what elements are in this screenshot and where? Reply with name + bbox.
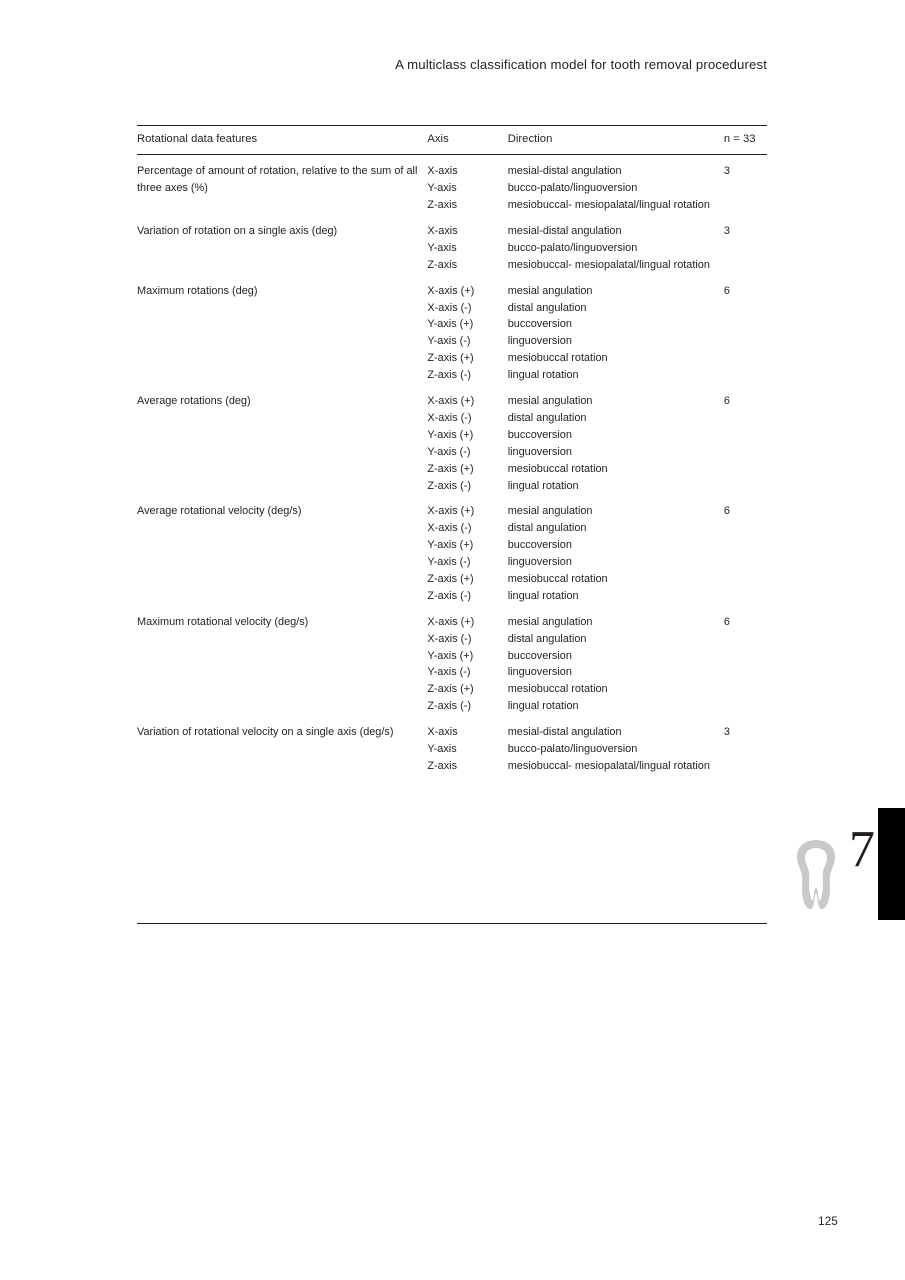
- cell-direction: [508, 494, 724, 604]
- cell-n: 3: [723, 225, 730, 238]
- direction-line: distal angulation: [507, 301, 587, 314]
- tooth-glyph-icon: [783, 838, 849, 912]
- axis-line: Y-axis (+): [427, 318, 474, 331]
- direction-line: bucco-palato/linguoversion: [507, 182, 638, 195]
- axis-line: Z-axis (-): [427, 479, 471, 492]
- direction-line: linguoversion: [507, 445, 572, 458]
- axis-line: Y-axis (-): [427, 556, 471, 569]
- direction-line: mesiobuccal- mesiopalatal/lingual rotation: [507, 258, 710, 271]
- axis-line: Y-axis: [427, 241, 457, 254]
- table-header: [137, 126, 767, 155]
- cell-feature: Maximum rotations (deg): [137, 284, 258, 297]
- direction-line: buccoversion: [507, 428, 572, 441]
- axis-line: Z-axis (+): [427, 572, 474, 585]
- axis-line: X-axis (+): [427, 395, 475, 408]
- axis-line: X-axis: [427, 225, 458, 238]
- direction-line: linguoversion: [507, 335, 572, 348]
- chapter-thumb-tab: [878, 808, 905, 920]
- cell-feature: Average rotational velocity (deg/s): [137, 505, 302, 518]
- axis-line: Z-axis (-): [427, 589, 471, 602]
- axis-line: Y-axis (+): [427, 428, 474, 441]
- cell-n: 6: [723, 505, 730, 518]
- axis-line: Y-axis: [427, 742, 457, 755]
- axis-line: X-axis: [427, 726, 458, 739]
- cell-direction: [508, 384, 724, 494]
- table-row: [137, 605, 767, 715]
- column-header-direction: Direction: [508, 126, 724, 155]
- cell-axis: [427, 384, 507, 494]
- axis-line: Z-axis: [427, 199, 458, 212]
- cell-axis: [427, 494, 507, 604]
- cell-direction: [508, 605, 724, 715]
- axis-line: X-axis (-): [427, 632, 472, 645]
- column-header-n: n = 33: [724, 126, 767, 155]
- cell-n: 3: [723, 726, 730, 739]
- table-row: [137, 274, 767, 384]
- direction-line: mesial angulation: [507, 505, 593, 518]
- axis-line: Y-axis (-): [427, 666, 471, 679]
- cell-feature: Variation of rotational velocity on a single axis (deg/s): [137, 726, 394, 739]
- table-row: [137, 214, 767, 274]
- direction-line: mesiobuccal rotation: [507, 462, 608, 475]
- axis-line: Z-axis (-): [427, 369, 471, 382]
- cell-feature: Average rotations (deg): [137, 395, 251, 408]
- column-header-axis: Axis: [427, 126, 507, 155]
- direction-line: mesiobuccal rotation: [507, 572, 608, 585]
- axis-line: X-axis (+): [427, 615, 475, 628]
- cell-n: 3: [723, 165, 730, 178]
- cell-feature: Maximum rotational velocity (deg/s): [137, 615, 309, 628]
- axis-line: Y-axis (-): [427, 445, 471, 458]
- axis-line: Y-axis (+): [427, 649, 474, 662]
- axis-line: Y-axis (-): [427, 335, 471, 348]
- cell-n: 6: [723, 284, 730, 297]
- direction-line: distal angulation: [507, 411, 587, 424]
- direction-line: distal angulation: [507, 522, 587, 535]
- column-header-feature: Rotational data features: [137, 126, 427, 155]
- cell-feature: Percentage of amount of rotation, relative to the sum of all three axes (%): [137, 165, 418, 195]
- table-bottom-rule: [137, 923, 767, 924]
- direction-line: lingual rotation: [507, 479, 579, 492]
- table-row: [137, 494, 767, 604]
- axis-line: X-axis (+): [427, 505, 475, 518]
- direction-line: buccoversion: [507, 539, 572, 552]
- cell-axis: [427, 715, 507, 775]
- cell-n: 6: [723, 615, 730, 628]
- axis-line: Z-axis (+): [427, 462, 474, 475]
- direction-line: mesiobuccal rotation: [507, 352, 608, 365]
- table-row: [137, 155, 767, 214]
- cell-axis: [427, 605, 507, 715]
- direction-line: bucco-palato/linguoversion: [507, 241, 638, 254]
- direction-line: mesiobuccal- mesiopalatal/lingual rotation: [507, 759, 710, 772]
- axis-line: Z-axis (+): [427, 683, 474, 696]
- direction-line: linguoversion: [507, 666, 572, 679]
- running-head: A multiclass classification model for tooth removal procedurest: [395, 57, 767, 72]
- direction-line: buccoversion: [507, 318, 572, 331]
- direction-line: bucco-palato/linguoversion: [507, 742, 638, 755]
- table: [137, 125, 767, 775]
- cell-direction: [508, 214, 724, 274]
- direction-line: distal angulation: [507, 632, 587, 645]
- table-body: [137, 155, 767, 775]
- cell-axis: [427, 214, 507, 274]
- cell-direction: [508, 715, 724, 775]
- axis-line: X-axis (+): [427, 284, 475, 297]
- direction-line: mesial angulation: [507, 284, 593, 297]
- table-row: [137, 384, 767, 494]
- direction-line: mesial-distal angulation: [507, 225, 622, 238]
- page-number: 125: [818, 1216, 838, 1228]
- table-header-row: [137, 126, 767, 155]
- axis-line: X-axis (-): [427, 522, 472, 535]
- direction-line: lingual rotation: [507, 369, 579, 382]
- chapter-number: 7: [849, 821, 875, 878]
- cell-axis: [427, 274, 507, 384]
- axis-line: X-axis (-): [427, 301, 472, 314]
- axis-line: Z-axis: [427, 258, 458, 271]
- axis-line: Z-axis (-): [427, 700, 471, 713]
- direction-line: mesiobuccal- mesiopalatal/lingual rotation: [507, 199, 710, 212]
- cell-direction: [508, 274, 724, 384]
- table-row: [137, 715, 767, 775]
- direction-line: mesial-distal angulation: [507, 165, 622, 178]
- direction-line: lingual rotation: [507, 589, 579, 602]
- axis-line: X-axis (-): [427, 411, 472, 424]
- direction-line: lingual rotation: [507, 700, 579, 713]
- direction-line: mesiobuccal rotation: [507, 683, 608, 696]
- cell-feature: Variation of rotation on a single axis (deg): [137, 225, 338, 238]
- axis-line: Z-axis (+): [427, 352, 474, 365]
- cell-n: 6: [723, 395, 730, 408]
- rotational-data-features-table: [137, 125, 767, 775]
- axis-line: Y-axis: [427, 182, 457, 195]
- direction-line: buccoversion: [507, 649, 572, 662]
- direction-line: linguoversion: [507, 556, 572, 569]
- direction-line: mesial angulation: [507, 395, 593, 408]
- direction-line: mesial-distal angulation: [507, 726, 622, 739]
- axis-line: Z-axis: [427, 759, 458, 772]
- axis-line: X-axis: [427, 165, 458, 178]
- direction-line: mesial angulation: [507, 615, 593, 628]
- cell-axis: [427, 155, 507, 214]
- cell-direction: [508, 155, 724, 214]
- axis-line: Y-axis (+): [427, 539, 474, 552]
